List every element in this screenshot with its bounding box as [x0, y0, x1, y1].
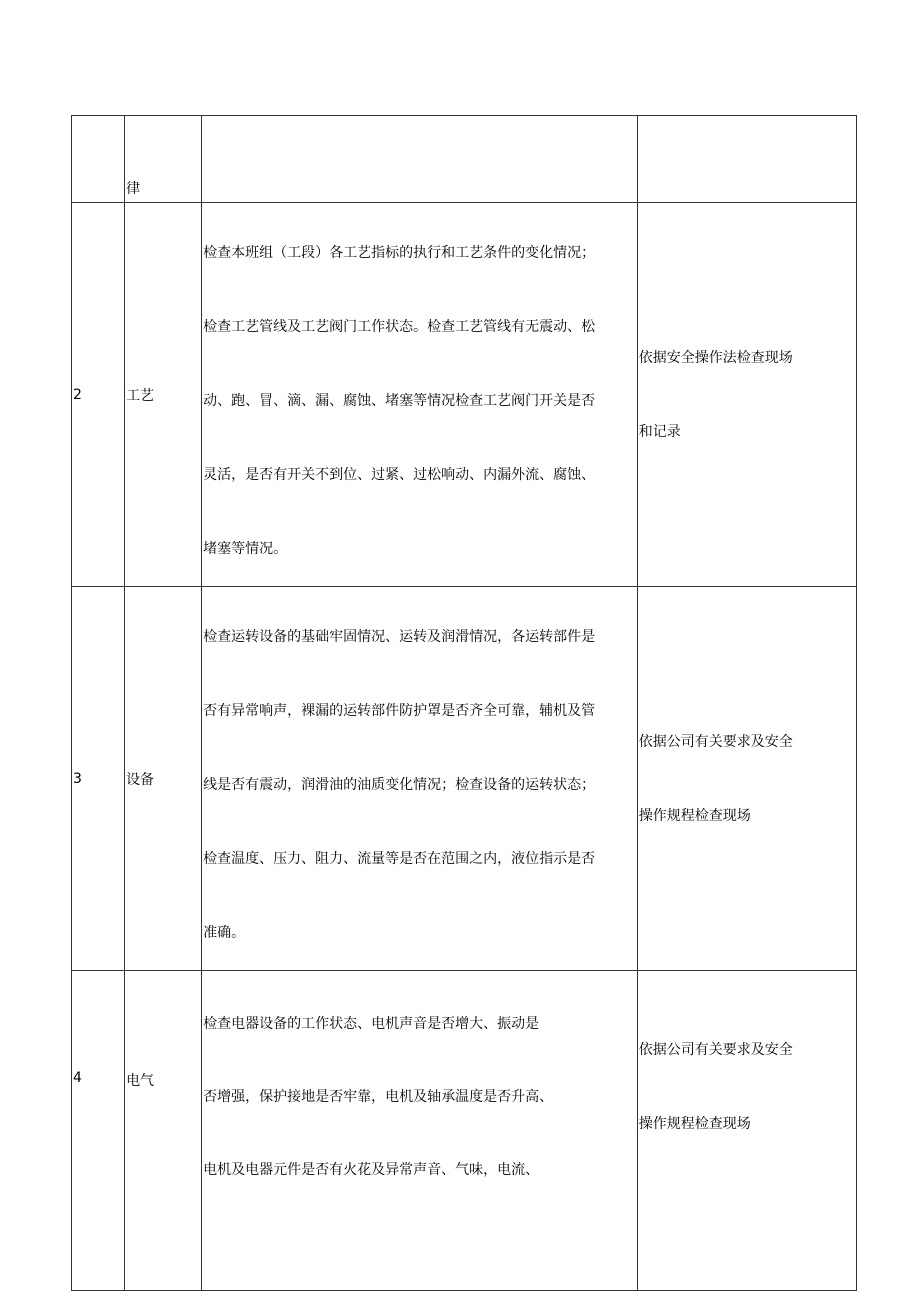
table-row: [72, 971, 857, 1291]
basis-line: 操作规程检查现场: [638, 1116, 751, 1132]
basis-line: 和记录: [638, 423, 681, 440]
content-line: 检查运转设备的基础牢固情况、运转及润滑情况，各运转部件是: [203, 629, 596, 645]
check-item-cell: 工艺: [125, 203, 202, 587]
basis-line: 依据公司有关要求及安全: [638, 1042, 793, 1058]
check-content-cell: [202, 203, 638, 587]
content-line: 检查电器设备的工作状态、电机声音是否增大、振动是: [203, 1016, 540, 1032]
content-line: 堵塞等情况。: [203, 541, 288, 557]
content-line: 否有异常响声，裸漏的运转部件防护罩是否齐全可靠，辅机及管: [203, 703, 596, 719]
check-content-cell: [202, 587, 638, 971]
content-line: 检查工艺管线及工艺阀门工作状态。检查工艺管线有无震动、松: [203, 319, 596, 335]
content-line: 否增强，保护接地是否牢靠，电机及轴承温度是否升高、: [203, 1089, 554, 1105]
basis-line: 依据安全操作法检查现场: [638, 349, 793, 366]
content-line: 准确。: [203, 925, 246, 941]
content-line: 线是否有震动，润滑油的油质变化情况；检查设备的运转状态；: [203, 777, 596, 793]
row-number-cell: [72, 116, 125, 203]
check-basis-cell: [637, 116, 856, 203]
check-item-cell: 电气: [125, 971, 202, 1291]
table-row: [72, 587, 857, 971]
table-row: [72, 203, 857, 587]
inspection-table: [71, 115, 857, 1291]
row-number-cell: 4: [72, 971, 125, 1291]
basis-line: 依据公司有关要求及安全: [638, 733, 793, 750]
row-number-cell: 2: [72, 203, 125, 587]
content-line: 检查本班组（工段）各工艺指标的执行和工艺条件的变化情况；: [203, 245, 596, 261]
check-basis-cell: [637, 203, 856, 587]
check-content-cell: [202, 971, 638, 1291]
content-line: 检查温度、压力、阻力、流量等是否在范围之内，液位指示是否: [203, 851, 596, 867]
check-item-cell: 律: [125, 116, 202, 203]
check-basis-cell: [637, 587, 856, 971]
content-line: 动、跑、冒、滴、漏、腐蚀、堵塞等情况检查工艺阀门开关是否: [203, 393, 596, 409]
check-content-cell: [202, 116, 638, 203]
row-number-cell: 3: [72, 587, 125, 971]
content-line: 电机及电器元件是否有火花及异常声音、气味，电流、: [203, 1162, 540, 1178]
check-item-cell: 设备: [125, 587, 202, 971]
basis-line: 操作规程检查现场: [638, 807, 751, 824]
table-row: [72, 116, 857, 203]
check-basis-cell: [637, 971, 856, 1291]
content-line: 灵活，是否有开关不到位、过紧、过松响动、内漏外流、腐蚀、: [203, 467, 596, 483]
